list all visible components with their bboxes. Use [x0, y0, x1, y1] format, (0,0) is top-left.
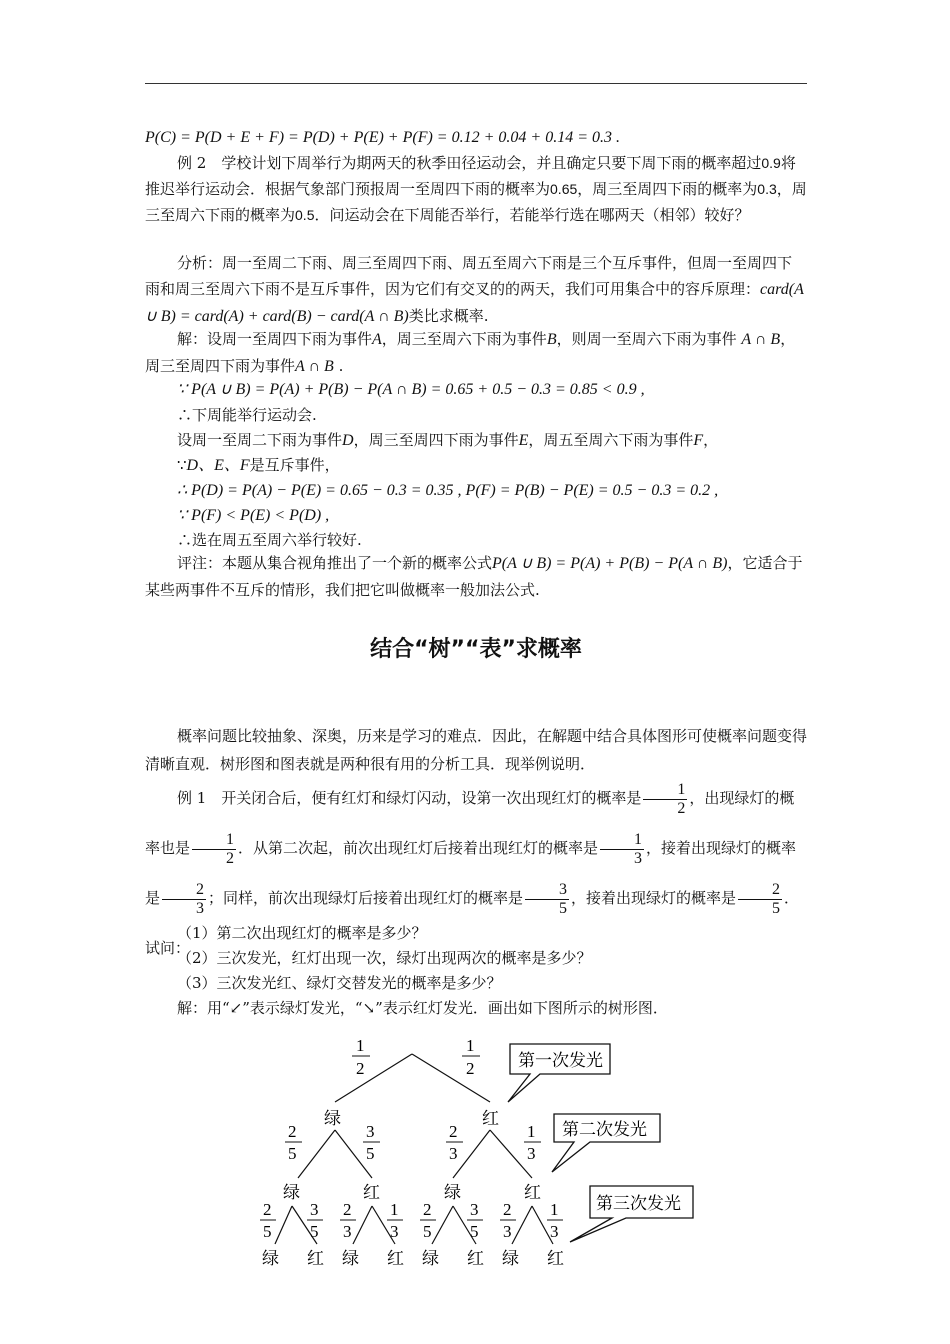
fraction-numerator: 1	[527, 1122, 536, 1141]
fraction-denominator: 2	[356, 1059, 365, 1078]
text: ，则周一至周六下雨为事件	[556, 330, 737, 348]
fraction-1-2	[192, 831, 236, 868]
event: B	[546, 331, 557, 348]
leaf-red: 红	[547, 1249, 564, 1269]
text: ．试问：	[145, 889, 800, 957]
leaf-green: 绿	[502, 1249, 519, 1269]
callout-1-label: 第一次发光	[518, 1051, 603, 1071]
node-red: 红	[524, 1183, 541, 1203]
question-1: （1）第二次出现红灯的概率是多少？	[177, 924, 427, 942]
section-title: 结合“树”“表”求概率	[370, 637, 582, 662]
text: ，接着出现绿灯的概率是	[145, 839, 797, 907]
example-label: 例 1	[177, 789, 207, 807]
text: ∴选在周五至周六举行较好.	[177, 531, 362, 549]
example-2-paragraph	[145, 150, 807, 228]
formula: ∵ P(A ∪ B) = P(A) + P(B) − P(A ∩ B) = 0.65 + 0.5 − 0.3 = 0.85 < 0.9 ,	[177, 381, 645, 398]
fraction-numerator: 1	[390, 1200, 399, 1219]
node-green: 绿	[444, 1183, 461, 1203]
probability-formula: P(C) = P(D + E + F) = P(D) + P(E) + P(F) = 0.12 + 0.04 + 0.14 = 0.3 .	[145, 129, 620, 146]
fraction-denominator: 5	[263, 1222, 272, 1241]
text: ∴下周能举行运动会.	[177, 406, 317, 424]
text: ，它适合于某些两事件不互斥的情形，我们把它叫做概率一般加法公式.	[145, 554, 803, 599]
callout-3-label: 第三次发光	[596, 1194, 681, 1214]
fraction-denominator: 3	[550, 1222, 559, 1241]
text: 解：设周一至周四下雨为事件	[177, 330, 373, 348]
text: 解：用“	[177, 999, 230, 1017]
text: ，周三至周六下雨的概率为	[145, 180, 807, 224]
solution-line-1	[145, 326, 807, 380]
text: ，周三至周四下雨的概率为	[577, 180, 758, 198]
fraction-3-5	[525, 881, 569, 918]
value: 0.9	[761, 155, 781, 171]
fraction-denominator: 3	[390, 1222, 399, 1241]
numerator: 1	[643, 781, 687, 800]
event: D、E、F	[186, 457, 250, 474]
numerator: 1	[192, 831, 236, 850]
event: A ∩ B	[741, 331, 781, 348]
text: ”表示红灯发光．画出如下图所示的树形图．	[375, 999, 668, 1017]
event: D	[342, 432, 354, 449]
fraction-numerator: 1	[356, 1036, 365, 1055]
numerator: 2	[162, 881, 206, 900]
text: 率也是	[145, 839, 191, 857]
text: 学校计划下周举行为期两天的秋季田径运动会，并且确定只要下周下雨的概率超过	[221, 154, 762, 172]
solution-line-4	[177, 427, 807, 454]
fraction-1-2	[643, 781, 687, 818]
fraction-numerator: 2	[449, 1122, 458, 1141]
question-2: （2）三次发光，红灯出现一次，绿灯出现两次的概率是多少？	[177, 949, 592, 967]
text: .	[338, 357, 344, 375]
callout-2-label: 第二次发光	[562, 1120, 647, 1140]
fraction-denominator: 3	[343, 1222, 352, 1241]
question-3: （3）三次发光红、绿灯交替发光的概率是多少？	[177, 974, 502, 992]
denominator: 3	[634, 849, 643, 867]
fraction-denominator: 3	[449, 1144, 458, 1163]
text: ，周三至周四下雨为事件	[353, 431, 519, 449]
fraction-numerator: 3	[470, 1200, 479, 1219]
numerator: 2	[738, 881, 782, 900]
formula-line	[145, 124, 807, 151]
analysis-paragraph	[145, 250, 807, 330]
formula: ∴ P(D) = P(A) − P(E) = 0.65 − 0.3 = 0.35 , P(F) = P(B) − P(E) = 0.5 − 0.3 = 0.2 ,	[177, 482, 719, 499]
text: ，周三至周六下雨为事件	[381, 330, 547, 348]
leaf-red: 红	[467, 1249, 484, 1269]
fraction-numerator: 2	[503, 1200, 512, 1219]
example-label: 例 2	[177, 154, 207, 172]
fraction-denominator: 2	[466, 1059, 475, 1078]
event: A ∩ B	[295, 358, 334, 375]
denominator: 5	[559, 899, 568, 917]
text: 设周一至周二下雨为事件	[177, 431, 343, 449]
text: ，周三至周四下雨为事件	[145, 330, 796, 375]
fraction-numerator: 2	[423, 1200, 432, 1219]
value: 0.65	[550, 181, 578, 197]
denominator: 5	[772, 899, 781, 917]
fraction-2-5	[738, 881, 782, 918]
fraction-2-3	[162, 881, 206, 918]
text: ，周五至周六下雨为事件	[528, 431, 694, 449]
analysis-label: 分析：	[177, 254, 223, 272]
text: 周一至周二下雨、周三至周四下雨、周五至周六下雨是三个互斥事件，但周一至周四下雨和周三至周六下雨不是互斥事件，因为它们有交叉的的两天，我们可用集合中的容斥原理：	[145, 254, 793, 298]
text: ；同样，前次出现绿灯后接着出现红灯的概率是	[208, 889, 524, 907]
tree-solution-intro	[177, 995, 807, 1021]
text: ，接着出现绿灯的概率是	[571, 889, 737, 907]
text: 开关闭合后，便有红灯和绿灯闪动，设第一次出现红灯的概率是	[221, 789, 642, 807]
fraction-denominator: 5	[288, 1144, 297, 1163]
solution-line-7	[177, 502, 807, 529]
text: 评注：本题从集合视角推出了一个新的概率公式	[177, 554, 493, 572]
denominator: 2	[226, 849, 235, 867]
solution-line-6	[177, 477, 807, 504]
text: ，出现绿灯的概	[689, 789, 795, 807]
text: 将推迟举行运动会．根据气象部门预报周一至周四下雨的概率为	[145, 154, 796, 198]
fraction-numerator: 1	[550, 1200, 559, 1219]
fraction-denominator: 3	[503, 1222, 512, 1241]
value: 0.5	[295, 207, 315, 223]
fraction-denominator: 5	[366, 1144, 375, 1163]
fraction-numerator: 3	[366, 1122, 375, 1141]
comment-paragraph	[145, 550, 807, 603]
fraction-denominator: 5	[310, 1222, 319, 1241]
solution-line-3	[177, 402, 807, 428]
node-red: 红	[482, 1109, 499, 1129]
leaf-green: 绿	[422, 1249, 439, 1269]
text: 是互斥事件，	[249, 456, 340, 474]
fraction-numerator: 2	[288, 1122, 297, 1141]
denominator: 3	[196, 899, 205, 917]
event: E	[518, 432, 529, 449]
fraction-denominator: 3	[527, 1144, 536, 1163]
leaf-green: 绿	[262, 1249, 279, 1269]
text: 类比求概率.	[408, 307, 489, 325]
inclusion-exclusion-formula: card(A ∪ B) = card(A) + card(B) − card(A ∩ B)	[145, 281, 804, 325]
event: A	[372, 331, 382, 348]
text: ，	[703, 431, 719, 449]
fraction-1-3	[600, 831, 644, 868]
value: 0.3	[757, 181, 777, 197]
text: ．问运动会在下周能否举行，若能举行选在哪两天（相邻）较好？	[314, 206, 750, 224]
header-rule	[145, 83, 807, 84]
red-arrow-icon: ↘	[362, 999, 376, 1017]
solution-line-5	[177, 452, 807, 479]
formula: ∵ P(F) < P(E) < P(D) ,	[177, 507, 330, 524]
text: ∵	[177, 456, 187, 474]
fraction-denominator: 5	[423, 1222, 432, 1241]
numerator: 3	[525, 881, 569, 900]
node-green: 绿	[324, 1109, 341, 1129]
green-arrow-icon: ↙	[229, 999, 243, 1017]
node-red: 红	[363, 1183, 380, 1203]
leaf-red: 红	[387, 1249, 404, 1269]
solution-line-2	[177, 376, 807, 403]
node-green: 绿	[283, 1183, 300, 1203]
formula: P(A ∪ B) = P(A) + P(B) − P(A ∩ B)	[492, 555, 728, 572]
fraction-numerator: 1	[466, 1036, 475, 1055]
fraction-denominator: 5	[470, 1222, 479, 1241]
text: ．从第二次起，前次出现红灯后接着出现红灯的概率是	[238, 839, 599, 857]
leaf-red: 红	[307, 1249, 324, 1269]
numerator: 1	[600, 831, 644, 850]
denominator: 2	[677, 799, 686, 817]
intro-paragraph: 概率问题比较抽象、深奥，历来是学习的难点．因此，在解题中结合具体图形可使概率问题变得清晰直观．树形图和图表就是两种很有用的分析工具．现举例说明．	[145, 727, 808, 773]
text: ”表示绿灯发光，“	[242, 999, 363, 1017]
fraction-numerator: 2	[343, 1200, 352, 1219]
event: F	[693, 432, 704, 449]
fraction-numerator: 2	[263, 1200, 272, 1219]
probability-tree-diagram	[240, 1030, 720, 1280]
fraction-numerator: 3	[310, 1200, 319, 1219]
leaf-green: 绿	[342, 1249, 359, 1269]
